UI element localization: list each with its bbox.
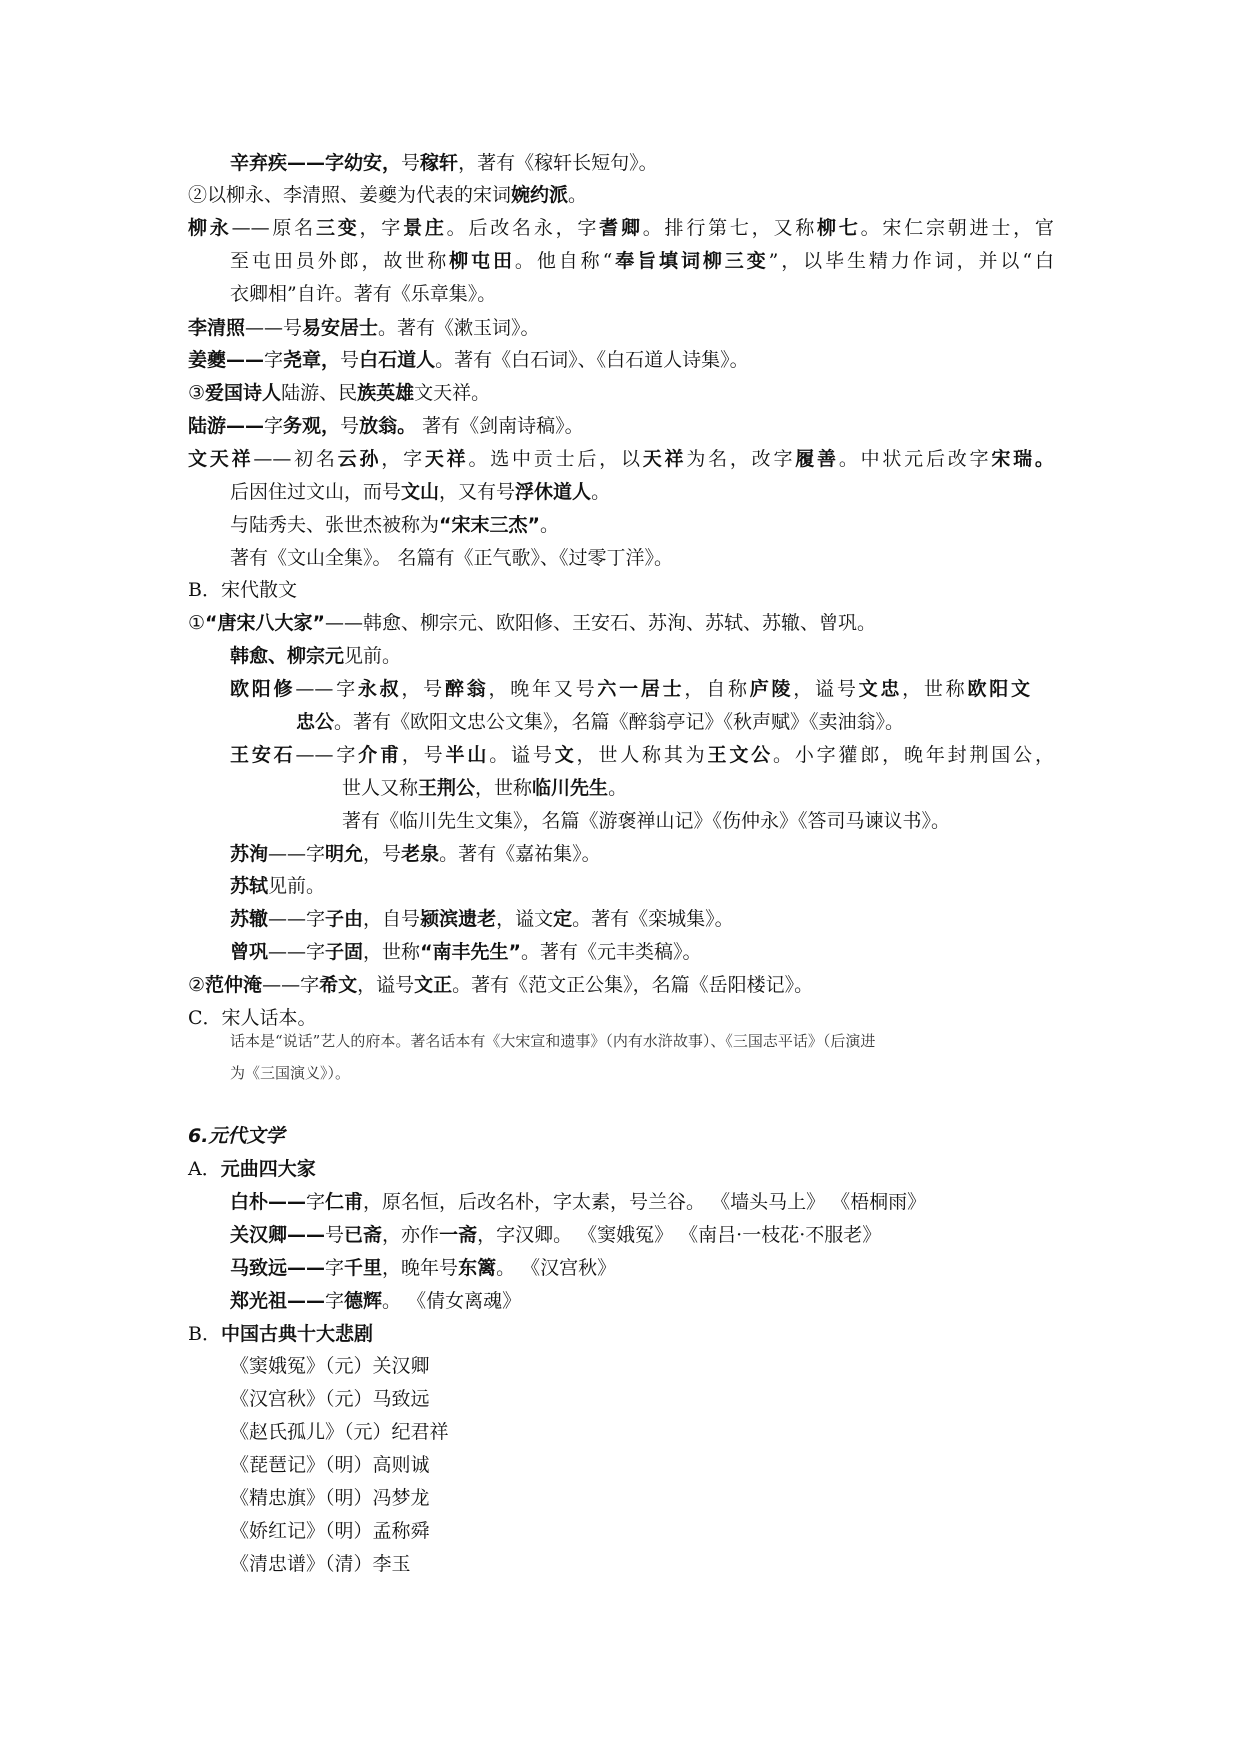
text-segment: 为《三国演义》）。 [230,1064,351,1082]
text-segment: 6.元代文学 [188,1125,285,1147]
text-segment: ——字 [295,678,358,700]
bold-term: 放翁。 [359,415,417,437]
line-fan-zhongyan [188,973,813,997]
bold-term: 天祥 [642,448,687,470]
bold-term: 郑光祖—— [230,1290,326,1312]
line-ma-zhiyuan [230,1256,616,1280]
bold-term: 欧阳文 [967,678,1030,700]
line-wen-tianxiang-3 [230,513,559,537]
text-segment: ——字 [268,843,326,865]
bold-term: 苏辙 [230,908,269,930]
text-segment: ，谥号 [793,678,859,700]
bold-term: 易安居士 [302,317,379,339]
text-segment: 。 [591,481,611,503]
bold-term: 千里 [344,1257,383,1279]
bold-term: 族英雄 [357,382,415,404]
text-segment: 字 [325,1290,345,1312]
bold-term: 庐陵 [749,678,794,700]
bold-term: 文 [554,744,577,766]
bold-term: 中国古典十大悲剧 [220,1323,373,1345]
bold-term: 尧章， [283,349,341,371]
text-segment: ，谥号 [357,974,415,996]
text-segment: ，世称 [902,678,968,700]
note-huaben-2 [230,1061,350,1085]
text-segment: ——初名 [253,448,338,470]
bold-term: 东篱 [458,1257,497,1279]
line-liu-yong-3 [230,282,496,306]
bold-term: 三变 [315,217,360,239]
text-segment: 字 [325,1257,345,1279]
text-segment: 《窦娥冤》（元）关汉卿 [230,1355,430,1377]
bold-term: 忠公 [296,711,335,733]
bold-term: 王荆公 [418,777,476,799]
bold-term: 马致远—— [230,1257,326,1279]
heading-yuan-literature [188,1124,284,1148]
line-wen-tianxiang-1 [188,447,1054,471]
text-segment: 著有《临川先生文集》，名篇《游褒禅山记》《伤仲永》《答司马谏议书》。 [342,810,951,832]
text-segment: ②以柳永、李清照、姜夔为代表的宋词 [188,184,512,206]
bold-term: 韩愈、柳宗元 [230,645,345,667]
bold-term: 履善 [795,448,839,470]
line-bai-pu [230,1190,926,1214]
text-segment: 。中状元后改字 [838,448,992,470]
text-segment: 《娇红记》（明）孟称舜 [230,1520,430,1542]
heading-song-prose [188,578,297,602]
bold-term: 天祥 [424,448,469,470]
line-han-liu [230,644,401,668]
line-ouyang-xiu-2 [296,710,904,734]
bold-term: 子由 [325,908,364,930]
text-segment: ，亦作 [382,1224,440,1246]
bold-term: 白朴—— [230,1191,307,1213]
line-wen-tianxiang-4 [230,546,673,570]
bold-term: 仁甫 [325,1191,364,1213]
text-segment: 。著有《元丰类稿》。 [521,941,702,963]
line-wang-anshi-3 [342,809,950,833]
text-segment: 号 [340,349,360,371]
bold-term: 明允 [325,843,364,865]
text-segment: ，原名恒，后改名朴，字太素，号兰谷。 《墙头马上》 《梧桐雨》 [363,1191,927,1213]
bold-term: 欧阳修 [230,678,296,700]
text-segment: 。他自称“ [514,250,613,272]
text-segment: ，字 [381,448,425,470]
text-segment: ——号 [245,317,303,339]
bold-term: 曾巩 [230,941,269,963]
bold-term: 文山 [401,481,440,503]
line-zeng-gong [230,940,702,964]
text-segment: 衣卿相”自许。著有《乐章集》。 [230,283,497,305]
bold-term: 一斋 [439,1224,478,1246]
bold-term: 子固 [325,941,364,963]
text-segment: ——字 [262,974,320,996]
text-segment: 号 [340,415,360,437]
text-segment: ，自号 [363,908,421,930]
text-segment: 。著有《嘉祐集》。 [439,843,601,865]
line-wen-tianxiang-2 [230,480,610,504]
bold-term: 姜夔—— [188,349,265,371]
bold-term: 柳屯田 [449,250,515,272]
text-segment: 字 [264,349,284,371]
tragedy-item [230,1552,411,1576]
line-wang-anshi-2 [342,776,627,800]
bold-term: 王安石 [230,744,296,766]
bold-term: 景庄 [403,217,447,239]
bold-term: 希文 [319,974,358,996]
text-segment: ——字 [268,908,326,930]
text-segment: ”，以毕生精力作词，并以“白 [768,250,1054,272]
bold-term: “唐宋八大家” [205,612,326,634]
text-segment: 。 [568,184,588,206]
text-segment: 文天祥。 [414,382,491,404]
text-segment: 。 [608,777,628,799]
text-segment: 《精忠旗》（明）冯梦龙 [230,1487,430,1509]
text-segment: ——字 [295,744,359,766]
text-segment: 为名，改字 [686,448,796,470]
text-segment: 。 《倩女离魂》 [382,1290,522,1312]
bold-term: 文天祥 [188,448,254,470]
text-segment: 。宋仁宗朝进士，官 [860,217,1054,239]
line-wang-anshi-1 [230,743,1054,767]
bold-term: 六一居士 [597,678,685,700]
text-segment: 《琵琶记》（明）高则诚 [230,1454,430,1476]
text-segment: ① [188,612,206,634]
line-ouyang-xiu-1 [230,677,1030,701]
line-su-xun [230,842,601,866]
text-segment: 《清忠谱》（清）李玉 [230,1553,411,1575]
text-segment: ，著有《稼轩长短句》。 [458,152,658,174]
line-wanyue-school [188,183,587,207]
tragedy-item [230,1519,430,1543]
text-segment: 。谥号 [489,744,555,766]
text-segment: 《赵氏孤儿》（元）纪君祥 [230,1421,449,1443]
text-segment: 。排行第七，又称 [642,217,818,239]
text-segment: 话本是“说话”艺人的府本。著名话本有《大宋宣和遗事》（内有水浒故事）、《三国志平话》（后演进 [230,1032,876,1050]
bold-term: 李清照 [188,317,246,339]
bold-term: 介甫 [358,744,402,766]
bold-term: 苏轼 [230,875,269,897]
heading-four-masters [188,1157,316,1181]
line-guan-hanqing [230,1223,881,1247]
text-segment: ③ [188,382,206,404]
line-su-zhe [230,907,734,931]
line-xin-qiji [230,151,658,175]
bold-term: 王文公 [707,744,774,766]
text-segment: 。后改名永，字 [446,217,600,239]
text-segment: ，晚年号 [382,1257,459,1279]
bold-term: 柳七 [817,217,861,239]
bold-term: 陆游—— [188,415,265,437]
text-segment: 号 [401,152,421,174]
text-segment: 字 [306,1191,326,1213]
text-segment: 著有《文山全集》。 名篇有《正气歌》、《过零丁洋》。 [230,547,674,569]
text-segment: A． [188,1158,221,1180]
bold-term: 已斋 [344,1224,383,1246]
bold-term: 苏洵 [230,843,269,865]
bold-term: 辛弃疾——字 [230,152,345,174]
text-segment: 号 [325,1224,345,1246]
text-segment: 。著有《漱玉词》。 [378,317,540,339]
heading-ten-tragedies [188,1322,373,1346]
text-segment: ，号 [401,744,446,766]
text-segment: ，字汉卿。 《窦娥冤》 《南吕·一枝花·不服老》 [477,1224,882,1246]
text-segment: 。 [540,514,560,536]
text-segment: 《汉宫秋》（元）马致远 [230,1388,430,1410]
tragedy-item [230,1453,430,1477]
line-jiang-kui [188,348,749,372]
text-segment: B．宋代散文 [188,579,297,601]
bold-term: 临川先生 [532,777,609,799]
text-segment: B． [188,1323,221,1345]
bold-term: 半山 [445,744,490,766]
bold-term: 老泉 [401,843,440,865]
bold-term: 范仲淹 [205,974,263,996]
text-segment: 见前。 [344,645,402,667]
text-segment: C．宋人话本。 [188,1007,317,1029]
bold-term: 浮休道人 [515,481,592,503]
tragedy-item [230,1387,430,1411]
text-segment: ——韩愈、柳宗元、欧阳修、王安石、苏洵、苏轼、苏辙、曾巩。 [325,612,877,634]
text-segment: ，晚年又号 [488,678,598,700]
text-segment: 。小字獾郎，晚年封荆国公， [773,744,1054,766]
bold-term: 云孙 [337,448,382,470]
bold-term: 文忠 [858,678,903,700]
line-eight-masters [188,611,876,635]
bold-term: 宋瑞。 [991,448,1054,470]
line-li-qingzhao [188,316,540,340]
line-patriotic-poets [188,381,490,405]
tragedy-item [230,1486,430,1510]
text-segment: 至屯田员外郎，故世称 [230,250,450,272]
line-liu-yong-2 [230,249,1054,273]
bold-term: “南丰先生” [420,941,522,963]
bold-term: 关汉卿—— [230,1224,326,1246]
bold-term: 奉旨填词柳三变 [612,250,769,272]
text-segment: 。 《汉宫秋》 [496,1257,617,1279]
text-segment: ，号 [401,678,445,700]
tragedy-item [230,1420,449,1444]
text-segment: ，自称 [684,678,750,700]
text-segment: 与陆秀夫、张世杰被称为 [230,514,440,536]
bold-term: 德辉 [344,1290,383,1312]
line-zheng-guangzu [230,1289,521,1313]
tragedy-item [230,1354,430,1378]
bold-term: “宋末三杰” [439,514,540,536]
text-segment: ——字 [268,941,326,963]
bold-term: 白石道人 [359,349,436,371]
bold-term: 婉约派 [511,184,569,206]
bold-term: 元曲四大家 [220,1158,316,1180]
bold-term: 永叔 [357,678,402,700]
text-segment: 陆游、民 [281,382,358,404]
text-segment: 字 [264,415,284,437]
text-segment: 见前。 [268,875,326,897]
bold-term: 稼轩 [420,152,459,174]
bold-term: 爱国诗人 [205,382,282,404]
text-segment: ，又有号 [439,481,516,503]
bold-term: 耆卿 [599,217,643,239]
text-segment: ，世称 [363,941,421,963]
text-segment: ，世人称其为 [576,744,708,766]
text-segment: ，号 [363,843,402,865]
text-segment: ，字 [359,217,404,239]
text-segment: 。著有《栾城集》。 [572,908,734,930]
line-su-shi [230,874,325,898]
text-segment: ② [188,974,206,996]
bold-term: 定 [553,908,573,930]
line-liu-yong-1 [188,216,1054,240]
text-segment: 。著有《范文正公集》，名篇《岳阳楼记》。 [452,974,814,996]
bold-term: 文正 [414,974,453,996]
text-segment: ，世称 [475,777,533,799]
bold-term: 醉翁 [444,678,489,700]
text-segment: ，谥文 [496,908,554,930]
text-segment: 。选中贡士后，以 [468,448,643,470]
bold-term: 柳永 [188,217,232,239]
line-lu-you [188,414,584,438]
text-segment: ——原名 [231,217,316,239]
text-segment: 后因住过文山，而号 [230,481,402,503]
bold-term: 颍滨遗老 [420,908,497,930]
text-segment: 。著有《欧阳文忠公文集》，名篇《醉翁亭记》《秋声赋》《卖油翁》。 [334,711,905,733]
note-huaben-1 [230,1029,875,1053]
bold-term: 务观， [283,415,341,437]
bold-term: 幼安， [344,152,402,174]
heading-song-huaben [188,1006,317,1030]
text-segment: 世人又称 [342,777,419,799]
text-segment: 著有《剑南诗稿》。 [416,415,584,437]
text-segment: 。著有《白石词》、《白石道人诗集》。 [435,349,749,371]
